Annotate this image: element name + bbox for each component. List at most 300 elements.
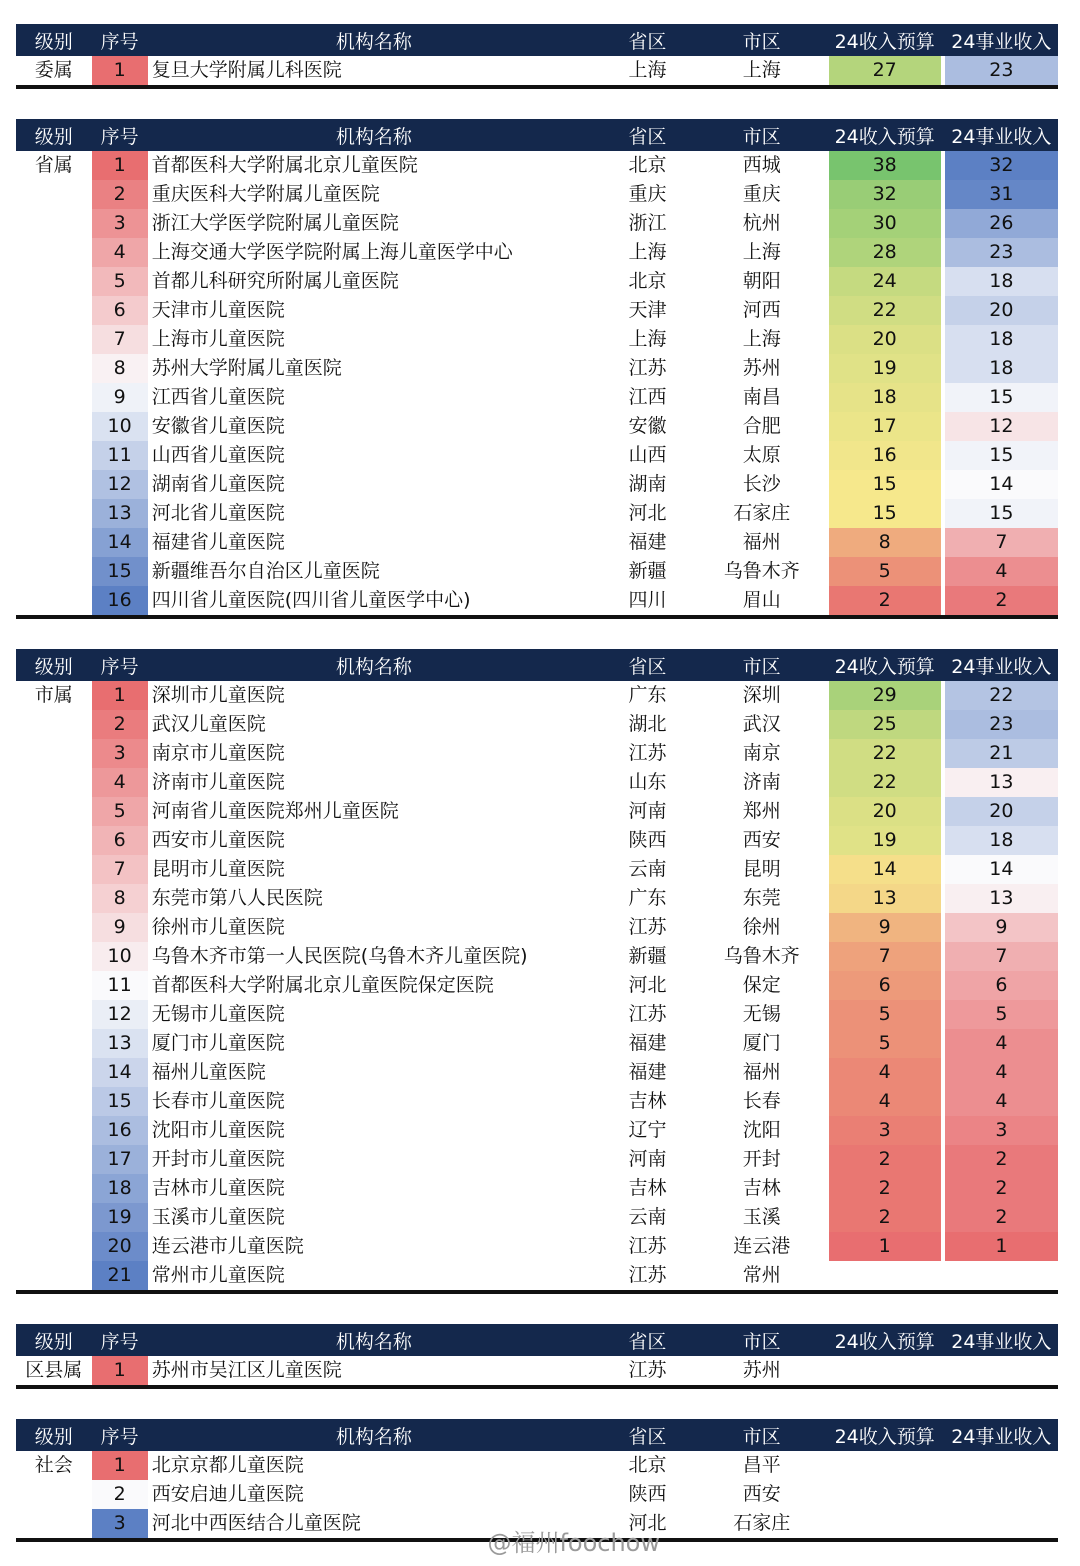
institution-name: 浙江大学医学院附属儿童医院 — [151, 212, 399, 234]
header-name: 机构名称 — [335, 1330, 412, 1353]
index-cell: 2 — [92, 180, 148, 209]
income-cell: 14 — [945, 855, 1058, 884]
city-cell: 南昌 — [742, 386, 781, 408]
institution-name: 四川省儿童医院(四川省儿童医学中心) — [151, 589, 471, 611]
city-cell: 上海 — [742, 241, 781, 263]
level-cell — [16, 325, 92, 354]
index-cell: 12 — [92, 470, 148, 499]
budget-cell: 17 — [829, 412, 941, 441]
table-row — [16, 1116, 1058, 1145]
province-cell: 湖北 — [628, 713, 667, 735]
table-section — [16, 649, 1058, 1294]
city-cell: 朝阳 — [742, 270, 781, 292]
level-cell — [16, 1145, 92, 1174]
table-row — [16, 354, 1058, 383]
income-cell: 18 — [945, 267, 1058, 296]
income-cell: 26 — [945, 209, 1058, 238]
institution-name: 苏州大学附属儿童医院 — [151, 357, 342, 379]
table-row — [16, 412, 1058, 441]
budget-cell — [829, 1451, 941, 1480]
income-cell: 4 — [945, 1087, 1058, 1116]
institution-name: 深圳市儿童医院 — [151, 684, 285, 706]
institution-name: 山西省儿童医院 — [151, 444, 285, 466]
province-cell: 山东 — [628, 771, 667, 793]
budget-cell: 19 — [829, 354, 941, 383]
institution-name: 长春市儿童医院 — [151, 1090, 285, 1112]
income-cell: 12 — [945, 412, 1058, 441]
income-cell — [945, 1356, 1058, 1385]
section-bottom-rule — [16, 615, 1058, 619]
header-level: 级别 — [34, 125, 73, 148]
watermark: @福州foochow — [487, 1529, 660, 1557]
index-cell: 8 — [92, 354, 148, 383]
table-row — [16, 1356, 1058, 1385]
income-cell: 2 — [945, 1203, 1058, 1232]
budget-cell: 7 — [829, 942, 941, 971]
institution-name: 河北省儿童医院 — [151, 502, 285, 524]
institution-name: 沈阳市儿童医院 — [151, 1119, 285, 1141]
province-cell: 吉林 — [628, 1090, 667, 1112]
header-city: 市区 — [742, 655, 781, 678]
index-cell: 9 — [92, 913, 148, 942]
index-cell: 18 — [92, 1174, 148, 1203]
header-level: 级别 — [34, 1330, 73, 1353]
institution-name: 开封市儿童医院 — [151, 1148, 285, 1170]
institution-name: 无锡市儿童医院 — [151, 1003, 285, 1025]
budget-cell: 5 — [829, 1000, 941, 1029]
level-cell — [16, 354, 92, 383]
city-cell: 西安 — [742, 829, 781, 851]
level-cell — [16, 710, 92, 739]
table-row — [16, 296, 1058, 325]
province-cell: 辽宁 — [628, 1119, 667, 1141]
header-budget: 24收入预算 — [834, 30, 935, 53]
province-cell: 江苏 — [628, 1235, 667, 1257]
province-cell: 上海 — [628, 241, 667, 263]
city-cell: 无锡 — [742, 1003, 781, 1025]
city-cell: 开封 — [742, 1148, 781, 1170]
index-cell: 14 — [92, 1058, 148, 1087]
institution-name: 武汉儿童医院 — [151, 713, 266, 735]
level-cell — [16, 1480, 92, 1509]
level-cell — [16, 1509, 92, 1538]
header-province: 省区 — [628, 1330, 667, 1353]
budget-cell: 18 — [829, 383, 941, 412]
province-cell: 江苏 — [628, 742, 667, 764]
province-cell: 四川 — [628, 589, 667, 611]
table-row — [16, 557, 1058, 586]
income-cell: 15 — [945, 441, 1058, 470]
index-cell: 7 — [92, 855, 148, 884]
table-row — [16, 267, 1058, 296]
city-cell: 西安 — [742, 1483, 781, 1505]
budget-cell: 5 — [829, 557, 941, 586]
province-cell: 安徽 — [628, 415, 667, 437]
institution-name: 天津市儿童医院 — [151, 299, 285, 321]
table-section — [16, 24, 1058, 89]
budget-cell: 4 — [829, 1087, 941, 1116]
city-cell: 昆明 — [742, 858, 781, 880]
table-header — [16, 649, 1058, 681]
level-cell: 市属 — [34, 684, 73, 706]
table-row — [16, 1480, 1058, 1509]
header-city: 市区 — [742, 30, 781, 53]
income-cell: 5 — [945, 1000, 1058, 1029]
index-cell: 19 — [92, 1203, 148, 1232]
header-province: 省区 — [628, 125, 667, 148]
index-cell: 15 — [92, 1087, 148, 1116]
table-header — [16, 24, 1058, 56]
level-cell — [16, 180, 92, 209]
table-row — [16, 441, 1058, 470]
city-cell: 郑州 — [742, 800, 781, 822]
budget-cell: 22 — [829, 768, 941, 797]
budget-cell: 6 — [829, 971, 941, 1000]
header-income: 24事业收入 — [951, 30, 1052, 53]
income-cell: 31 — [945, 180, 1058, 209]
table-row — [16, 1232, 1058, 1261]
city-cell: 河西 — [742, 299, 781, 321]
income-cell: 32 — [945, 151, 1058, 180]
city-cell: 西城 — [742, 154, 781, 176]
income-cell: 2 — [945, 586, 1058, 615]
province-cell: 浙江 — [628, 212, 667, 234]
table-row — [16, 884, 1058, 913]
budget-cell: 20 — [829, 325, 941, 354]
level-cell — [16, 942, 92, 971]
index-cell: 1 — [92, 1356, 148, 1385]
level-cell — [16, 209, 92, 238]
header-no: 序号 — [100, 30, 139, 53]
level-cell — [16, 296, 92, 325]
income-cell: 13 — [945, 884, 1058, 913]
table-row — [16, 586, 1058, 615]
institution-name: 苏州市吴江区儿童医院 — [151, 1359, 342, 1381]
institution-name: 湖南省儿童医院 — [151, 473, 285, 495]
city-cell: 太原 — [742, 444, 781, 466]
header-no: 序号 — [100, 1425, 139, 1448]
level-cell — [16, 441, 92, 470]
province-cell: 广东 — [628, 684, 667, 706]
city-cell: 长春 — [742, 1090, 781, 1112]
table-row — [16, 1451, 1058, 1480]
institution-name: 福建省儿童医院 — [151, 531, 285, 553]
table-row — [16, 768, 1058, 797]
budget-cell: 22 — [829, 739, 941, 768]
income-cell: 15 — [945, 383, 1058, 412]
header-budget: 24收入预算 — [834, 655, 935, 678]
city-cell: 连云港 — [733, 1235, 791, 1257]
header-income: 24事业收入 — [951, 125, 1052, 148]
section-bottom-rule — [16, 1290, 1058, 1294]
header-name: 机构名称 — [335, 30, 412, 53]
table-row — [16, 1174, 1058, 1203]
level-cell: 社会 — [34, 1454, 73, 1476]
header-no: 序号 — [100, 655, 139, 678]
income-cell: 7 — [945, 942, 1058, 971]
table-row — [16, 151, 1058, 180]
index-cell: 13 — [92, 499, 148, 528]
city-cell: 眉山 — [742, 589, 781, 611]
city-cell: 常州 — [742, 1264, 781, 1286]
budget-cell: 5 — [829, 1029, 941, 1058]
income-cell: 9 — [945, 913, 1058, 942]
table-row — [16, 499, 1058, 528]
header-city: 市区 — [742, 125, 781, 148]
index-cell: 7 — [92, 325, 148, 354]
province-cell: 上海 — [628, 59, 667, 81]
table-header — [16, 1419, 1058, 1451]
header-province: 省区 — [628, 30, 667, 53]
table-row — [16, 1145, 1058, 1174]
budget-cell: 38 — [829, 151, 941, 180]
city-cell: 重庆 — [742, 183, 781, 205]
institution-name: 重庆医科大学附属儿童医院 — [151, 183, 380, 205]
institution-name: 常州市儿童医院 — [151, 1264, 285, 1286]
province-cell: 北京 — [628, 270, 667, 292]
budget-cell — [829, 1480, 941, 1509]
income-cell: 3 — [945, 1116, 1058, 1145]
header-level: 级别 — [34, 30, 73, 53]
institution-name: 新疆维吾尔自治区儿童医院 — [151, 560, 380, 582]
header-level: 级别 — [34, 655, 73, 678]
income-cell: 4 — [945, 1058, 1058, 1087]
city-cell: 保定 — [742, 974, 781, 996]
institution-name: 厦门市儿童医院 — [151, 1032, 285, 1054]
city-cell: 合肥 — [742, 415, 781, 437]
header-city: 市区 — [742, 1425, 781, 1448]
table-row — [16, 528, 1058, 557]
city-cell: 苏州 — [742, 357, 781, 379]
budget-cell: 3 — [829, 1116, 941, 1145]
institution-name: 昆明市儿童医院 — [151, 858, 285, 880]
income-cell: 18 — [945, 826, 1058, 855]
header-income: 24事业收入 — [951, 1330, 1052, 1353]
budget-cell: 15 — [829, 499, 941, 528]
level-cell — [16, 383, 92, 412]
table-row — [16, 1000, 1058, 1029]
province-cell: 河北 — [628, 502, 667, 524]
table-header — [16, 1324, 1058, 1356]
budget-cell: 2 — [829, 1203, 941, 1232]
institution-name: 南京市儿童医院 — [151, 742, 285, 764]
income-cell: 2 — [945, 1174, 1058, 1203]
index-cell: 11 — [92, 441, 148, 470]
city-cell: 石家庄 — [733, 1512, 791, 1534]
budget-cell — [829, 1356, 941, 1385]
income-cell: 1 — [945, 1232, 1058, 1261]
table-row — [16, 209, 1058, 238]
budget-cell: 32 — [829, 180, 941, 209]
institution-name: 上海市儿童医院 — [151, 328, 285, 350]
income-cell — [945, 1451, 1058, 1480]
budget-cell: 2 — [829, 1145, 941, 1174]
table-row — [16, 797, 1058, 826]
institution-name: 徐州市儿童医院 — [151, 916, 285, 938]
city-cell: 沈阳 — [742, 1119, 781, 1141]
index-cell: 2 — [92, 1480, 148, 1509]
city-cell: 杭州 — [742, 212, 781, 234]
institution-name: 福州儿童医院 — [151, 1061, 266, 1083]
index-cell: 5 — [92, 267, 148, 296]
income-cell: 4 — [945, 557, 1058, 586]
index-cell: 14 — [92, 528, 148, 557]
header-name: 机构名称 — [335, 655, 412, 678]
level-cell — [16, 1203, 92, 1232]
level-cell — [16, 797, 92, 826]
index-cell: 8 — [92, 884, 148, 913]
income-cell: 15 — [945, 499, 1058, 528]
header-name: 机构名称 — [335, 125, 412, 148]
income-cell: 20 — [945, 296, 1058, 325]
index-cell: 6 — [92, 826, 148, 855]
index-cell: 4 — [92, 768, 148, 797]
table-row — [16, 710, 1058, 739]
table-row — [16, 1203, 1058, 1232]
province-cell: 江西 — [628, 386, 667, 408]
level-cell — [16, 470, 92, 499]
index-cell: 10 — [92, 942, 148, 971]
header-budget: 24收入预算 — [834, 1425, 935, 1448]
table-row — [16, 383, 1058, 412]
index-cell: 13 — [92, 1029, 148, 1058]
province-cell: 重庆 — [628, 183, 667, 205]
province-cell: 新疆 — [628, 945, 667, 967]
header-income: 24事业收入 — [951, 1425, 1052, 1448]
table-row — [16, 470, 1058, 499]
province-cell: 北京 — [628, 1454, 667, 1476]
city-cell: 南京 — [742, 742, 781, 764]
table-row — [16, 681, 1058, 710]
institution-name: 北京京都儿童医院 — [151, 1454, 304, 1476]
header-city: 市区 — [742, 1330, 781, 1353]
level-cell — [16, 1174, 92, 1203]
level-cell — [16, 412, 92, 441]
table-row — [16, 855, 1058, 884]
table-row — [16, 739, 1058, 768]
table-row — [16, 1261, 1058, 1290]
income-cell: 22 — [945, 681, 1058, 710]
institution-name: 首都医科大学附属北京儿童医院 — [151, 154, 418, 176]
budget-cell: 28 — [829, 238, 941, 267]
level-cell — [16, 1000, 92, 1029]
city-cell: 长沙 — [742, 473, 781, 495]
city-cell: 吉林 — [742, 1177, 781, 1199]
city-cell: 上海 — [742, 328, 781, 350]
province-cell: 山西 — [628, 444, 667, 466]
budget-cell: 22 — [829, 296, 941, 325]
institution-name: 复旦大学附属儿科医院 — [151, 59, 342, 81]
city-cell: 昌平 — [742, 1454, 781, 1476]
institution-name: 河北中西医结合儿童医院 — [151, 1512, 361, 1534]
level-cell — [16, 826, 92, 855]
budget-cell: 2 — [829, 1174, 941, 1203]
province-cell: 河北 — [628, 1512, 667, 1534]
province-cell: 福建 — [628, 1032, 667, 1054]
index-cell: 1 — [92, 1451, 148, 1480]
province-cell: 云南 — [628, 858, 667, 880]
level-cell — [16, 499, 92, 528]
province-cell: 吉林 — [628, 1177, 667, 1199]
institution-name: 西安启迪儿童医院 — [151, 1483, 304, 1505]
income-cell: 23 — [945, 56, 1058, 85]
province-cell: 江苏 — [628, 1359, 667, 1381]
budget-cell: 9 — [829, 913, 941, 942]
province-cell: 广东 — [628, 887, 667, 909]
budget-cell: 8 — [829, 528, 941, 557]
section-bottom-rule — [16, 85, 1058, 89]
city-cell: 福州 — [742, 1061, 781, 1083]
city-cell: 厦门 — [742, 1032, 781, 1054]
budget-cell: 2 — [829, 586, 941, 615]
province-cell: 云南 — [628, 1206, 667, 1228]
level-cell — [16, 913, 92, 942]
budget-cell — [829, 1261, 941, 1290]
index-cell: 11 — [92, 971, 148, 1000]
level-cell — [16, 855, 92, 884]
level-cell — [16, 884, 92, 913]
institution-name: 东莞市第八人民医院 — [151, 887, 323, 909]
level-cell — [16, 1029, 92, 1058]
header-no: 序号 — [100, 1330, 139, 1353]
level-cell — [16, 1116, 92, 1145]
index-cell: 17 — [92, 1145, 148, 1174]
level-cell — [16, 557, 92, 586]
table-section — [16, 1324, 1058, 1389]
city-cell: 东莞 — [742, 887, 781, 909]
city-cell: 深圳 — [742, 684, 781, 706]
level-cell — [16, 267, 92, 296]
city-cell: 乌鲁木齐 — [723, 560, 800, 582]
header-income: 24事业收入 — [951, 655, 1052, 678]
income-cell: 13 — [945, 768, 1058, 797]
budget-cell: 25 — [829, 710, 941, 739]
institution-name: 西安市儿童医院 — [151, 829, 285, 851]
table-row — [16, 1087, 1058, 1116]
index-cell: 3 — [92, 1509, 148, 1538]
level-cell — [16, 1087, 92, 1116]
budget-cell: 19 — [829, 826, 941, 855]
institution-name: 乌鲁木齐市第一人民医院(乌鲁木齐儿童医院) — [151, 945, 528, 967]
level-cell — [16, 238, 92, 267]
header-province: 省区 — [628, 655, 667, 678]
budget-cell: 20 — [829, 797, 941, 826]
province-cell: 江苏 — [628, 916, 667, 938]
index-cell: 5 — [92, 797, 148, 826]
institution-name: 上海交通大学医学院附属上海儿童医学中心 — [151, 241, 513, 263]
table-row — [16, 180, 1058, 209]
budget-cell: 24 — [829, 267, 941, 296]
budget-cell: 13 — [829, 884, 941, 913]
institution-name: 首都医科大学附属北京儿童医院保定医院 — [151, 974, 494, 996]
table-row — [16, 1058, 1058, 1087]
index-cell: 15 — [92, 557, 148, 586]
table-row — [16, 56, 1058, 85]
city-cell: 济南 — [742, 771, 781, 793]
budget-cell: 15 — [829, 470, 941, 499]
index-cell: 3 — [92, 209, 148, 238]
province-cell: 天津 — [628, 299, 667, 321]
income-cell: 4 — [945, 1029, 1058, 1058]
table-row — [16, 238, 1058, 267]
index-cell: 21 — [92, 1261, 148, 1290]
province-cell: 江苏 — [628, 1003, 667, 1025]
city-cell: 苏州 — [742, 1359, 781, 1381]
income-cell — [945, 1480, 1058, 1509]
index-cell: 20 — [92, 1232, 148, 1261]
institution-name: 安徽省儿童医院 — [151, 415, 285, 437]
section-bottom-rule — [16, 1385, 1058, 1389]
